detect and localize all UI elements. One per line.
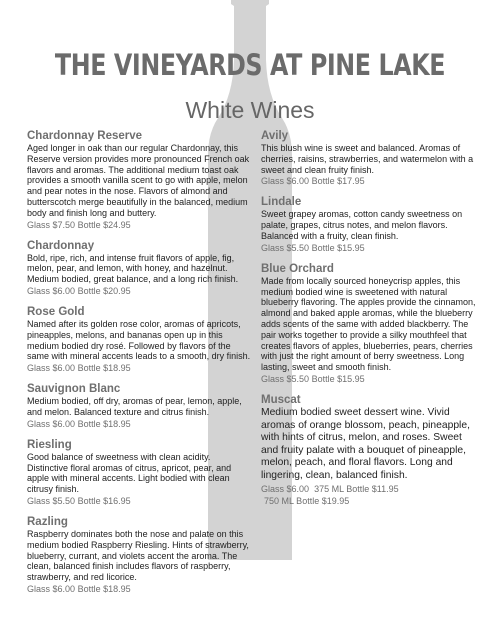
bottle-price: $17.95 [337, 176, 365, 187]
wine-name: Chardonnay [27, 239, 95, 252]
wine-item [27, 239, 252, 297]
wine-description: This blush wine is sweet and balanced. Aromas of cherries, raisins, strawberries, and watermelon with a sweet and clean fruity finish. [261, 143, 474, 175]
bottle-label: Bottle [77, 363, 101, 374]
glass-label: Glass [261, 176, 285, 187]
glass-label: Glass [27, 583, 51, 594]
page-title: THE VINEYARDS AT PINE LAKE [54, 48, 446, 82]
glass-price: $5.50 [52, 495, 76, 506]
wine-price [27, 285, 252, 297]
wine-name: Avily [261, 130, 289, 142]
bottle-price: $18.95 [103, 418, 131, 429]
section-subtitle: White Wines [185, 97, 315, 123]
glass-label: Glass [27, 495, 51, 506]
glass-price: $5.50 [286, 373, 310, 384]
wine-item-muscat [261, 393, 476, 507]
bottle-label: Bottle [77, 495, 101, 506]
wine-price [261, 242, 476, 254]
wine-item [27, 382, 252, 430]
glass-price: $6.00 [52, 418, 76, 429]
wine-description: Sweet grapey aromas, cotton candy sweetness on palate, grapes, citrus notes, and melon flavors. Balanced with a fruity, clean finish. [261, 209, 463, 241]
bottle-price: $18.95 [103, 363, 131, 374]
wine-price [27, 495, 252, 507]
wine-price [261, 373, 476, 385]
glass-price: $6.00 [286, 176, 310, 187]
bottle-label: Bottle [311, 176, 335, 187]
wine-description: Made from locally sourced honeycrisp apples, this medium bodied wine is sweetened with natural blueberry flavoring. The apples provide the cinnamon, almond and baked apple aromas, while the blueberry adds scents of the same with added blackberry. The pair works together to provide a silky mouthfeel that creates flavors of apples, blueberries, pears, cherries with just the right amount of berry sweetness. Long lasting, sweet and smooth finish. [261, 275, 476, 373]
wine-name: Muscat [261, 393, 301, 406]
glass-label: Glass [27, 219, 51, 230]
bottle-label: Bottle [311, 373, 335, 384]
bottle-750-price: $19.95 [321, 495, 350, 506]
wine-name: Razling [27, 515, 68, 528]
wine-item [261, 129, 476, 187]
wine-price [27, 362, 252, 374]
wine-item [261, 262, 476, 385]
bottle-label: Bottle [311, 242, 335, 253]
glass-price: $7.50 [52, 219, 76, 230]
bottle-label: Bottle [77, 285, 101, 296]
wine-description: Medium bodied sweet dessert wine. Vivid aromas of orange blossom, peach, pineapple, with hints of citrus, melon, and roses. Sweet and fruity palate with a bouquet of pineapple, melon, peach, and floral flavors. Long and lingering, clean, balanced finish. [261, 406, 470, 481]
wine-description: Named after its golden rose color, aromas of apricots, pineapples, melons, and bananas open up in this medium bodied dry rosé. Followed by flavors of the same with mineral accents leads to a smooth, dry finish. [27, 318, 251, 362]
wine-description: Raspberry dominates both the nose and palate on this medium bodied Raspberry Riesling. Hints of strawberry, blueberry, currant, and violets accent the aroma. The clean, balanced finish includes flavors of raspberry, strawberry, and red licorice. [27, 528, 249, 583]
wine-name: Sauvignon Blanc [27, 383, 121, 396]
glass-label: Glass [261, 483, 285, 494]
glass-price: $6.00 [286, 483, 310, 494]
wine-name: Rose Gold [27, 305, 85, 318]
bottle-label: Bottle [77, 418, 101, 429]
glass-price: $6.00 [52, 285, 76, 296]
bottle-375-label: 375 ML Bottle [314, 483, 370, 494]
glass-label: Glass [261, 373, 285, 384]
wine-name: Riesling [27, 438, 72, 451]
bottle-375-price: $11.95 [371, 483, 399, 494]
wine-description: Medium bodied, off dry, aromas of pear, lemon, apple, and melon. Balanced texture and citrus finish. [27, 396, 242, 417]
bottle-label: Bottle [77, 583, 101, 594]
wine-item [27, 129, 252, 231]
bottle-price: $16.95 [103, 495, 131, 506]
glass-label: Glass [27, 285, 51, 296]
glass-price: $6.00 [52, 583, 76, 594]
wine-price-750 [261, 495, 476, 507]
bottle-price: $20.95 [103, 285, 131, 296]
wine-name: Lindale [261, 196, 302, 209]
wine-name: Chardonnay Reserve [27, 130, 143, 142]
wine-name: Blue Orchard [261, 262, 334, 275]
glass-price: $5.50 [286, 242, 310, 253]
right-wine-column [261, 129, 476, 507]
bottle-label: Bottle [77, 219, 101, 230]
wine-price [261, 483, 476, 495]
left-wine-column [27, 129, 252, 595]
glass-price: $6.00 [52, 363, 76, 374]
bottle-price: $15.95 [337, 373, 365, 384]
wine-description: Aged longer in oak than our regular Chardonnay, this Reserve version provides more pronounced French oak flavors and aromas. The additional medium toast oak provides a smooth vanilla scent to go with apple, melon and pear notes in the nose. Flavors of almond and butterscotch merge beautifully in the balanced, medium body and finish long and buttery. [27, 143, 250, 218]
wine-description: Good balance of sweetness with clean acidity. Distinctive floral aromas of citrus, apricot, pear, and apple with mineral accents. Light bodied with clean citrusy finish. [27, 451, 232, 495]
wine-item [27, 515, 252, 595]
wine-price [261, 175, 476, 187]
wine-price [27, 219, 252, 231]
wine-price [27, 418, 252, 430]
bottle-price: $24.95 [103, 219, 131, 230]
glass-label: Glass [27, 418, 51, 429]
glass-label: Glass [27, 363, 51, 374]
wine-description: Bold, ripe, rich, and intense fruit flavors of apple, fig, melon, pear, and lemon, with honey, and hazelnut. Medium bodied, great balance, and a long rich finish. [27, 252, 239, 285]
wine-item [27, 305, 252, 374]
wine-item [27, 438, 252, 507]
glass-label: Glass [261, 242, 285, 253]
bottle-price: $15.95 [337, 242, 365, 253]
bottle-750-label: 750 ML Bottle [264, 495, 320, 506]
wine-item [261, 195, 476, 253]
bottle-price: $18.95 [103, 583, 131, 594]
wine-price [27, 583, 252, 595]
